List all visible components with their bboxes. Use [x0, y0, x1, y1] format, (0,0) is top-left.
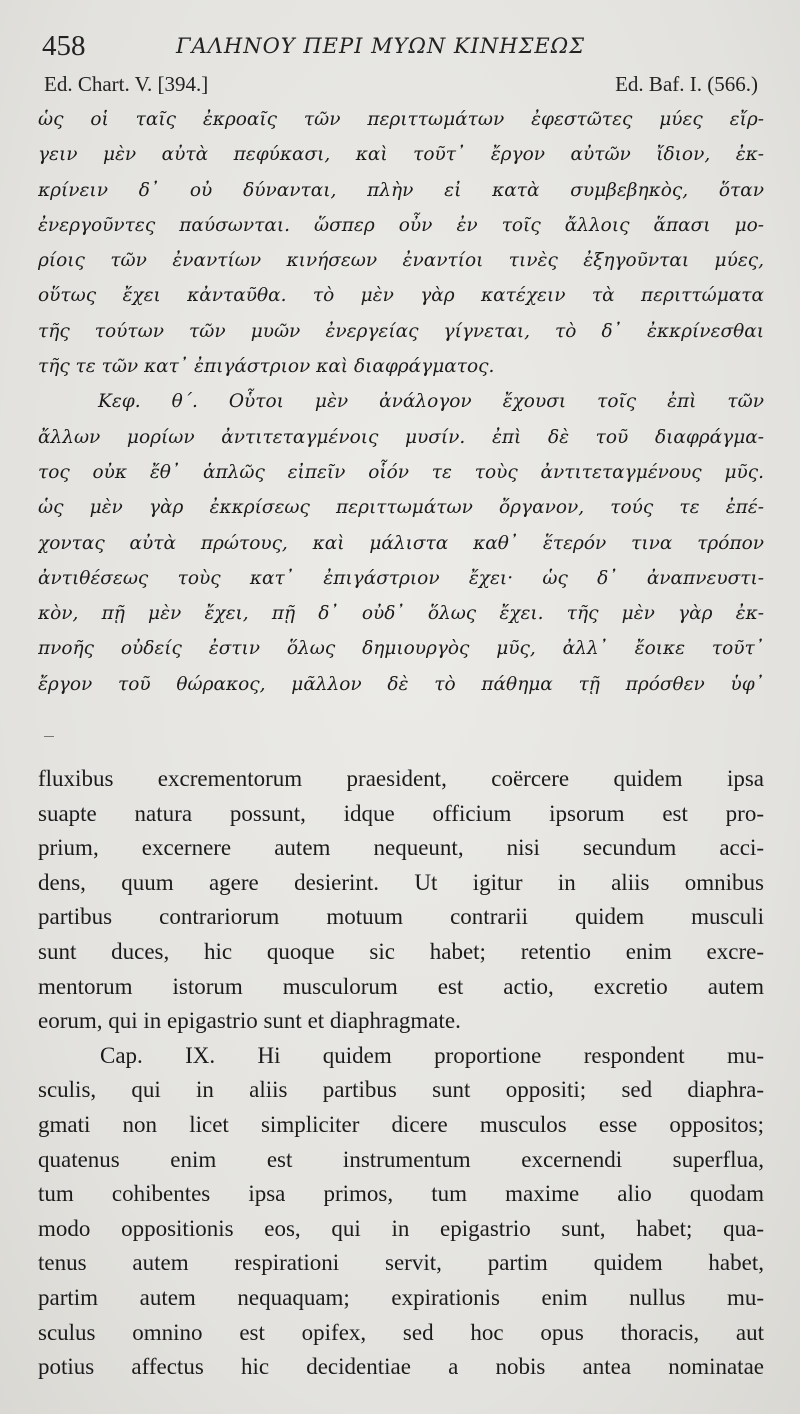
latin-chapter-heading-line: Cap. IX. Hi quidem proportione respondent mu- — [100, 1042, 764, 1068]
latin-line: tenus autem respirationi servit, partim quidem habet, — [38, 1250, 764, 1276]
page-number: 458 — [42, 30, 86, 62]
latin-line: eorum, qui in epigastrio sunt et diaphragmate. — [38, 1008, 461, 1034]
greek-line: τος οὐκ ἔθ᾽ ἁπλῶς εἰπεῖν οἷόν τε τοὺς ἀντιτεταγμένους μῦς. — [38, 461, 764, 483]
greek-line: ρίοις τῶν ἐναντίων κινήσεων ἐναντίοι τινὲς ἐξηγοῦνται μύες, — [38, 250, 764, 272]
latin-text — [38, 762, 764, 1385]
latin-line: gmati non licet simpliciter dicere musculos esse oppositos; — [38, 1111, 764, 1137]
latin-line: sculus omnino est opifex, sed hoc opus thoracis, aut — [38, 1319, 764, 1345]
greek-line: κρίνειν δ᾽ οὐ δύνανται, πλὴν εἰ κατὰ συμβεβηκὸς, ὅταν — [38, 179, 764, 201]
latin-line: sculis, qui in aliis partibus sunt oppositi; sed diaphra- — [38, 1077, 764, 1103]
latin-line: prium, excernere autem nequeunt, nisi secundum acci- — [38, 835, 764, 861]
latin-line: fluxibus excrementorum praesident, coërcere quidem ipsa — [38, 766, 764, 792]
greek-chapter-heading-line: Κεφ. θ΄. Οὗτοι μὲν ἀνάλογον ἔχουσι τοῖς ἐπὶ τῶν — [98, 391, 764, 413]
greek-line: οὕτως ἔχει κἀνταῦθα. τὸ μὲν γὰρ κατέχειν τὰ περιττώματα — [38, 285, 764, 307]
greek-line: ἀντιθέσεως τοὺς κατ᾽ ἐπιγάστριον ἔχει· ὡς δ᾽ ἀναπνευστι- — [38, 567, 764, 589]
greek-line: ἔργον τοῦ θώρακος, μᾶλλον δὲ τὸ πάθημα τῇ πρόσθεν ὑφ᾽ — [38, 673, 764, 695]
latin-line: modo oppositionis eos, qui in epigastrio sunt, habet; qua- — [38, 1215, 764, 1241]
edition-chartier: Ed. Chart. V. [394.] — [44, 72, 209, 96]
latin-line: quatenus enim est instrumentum excernendi superflua, — [38, 1146, 764, 1172]
latin-line: partim autem nequaquam; expirationis enim nullus mu- — [38, 1284, 764, 1310]
edition-basel: Ed. Baf. I. (566.) — [615, 72, 758, 96]
margin-dash — [44, 736, 54, 737]
latin-line: partibus contrariorum motuum contrarii quidem musculi — [38, 904, 764, 930]
latin-line: tum cohibentes ipsa primos, tum maxime alio quodam — [38, 1181, 764, 1207]
running-head — [38, 28, 764, 70]
latin-line: mentorum istorum musculorum est actio, excretio autem — [38, 973, 764, 999]
greek-line: ἐνεργοῦντες παύσωνται. ὥσπερ οὖν ἐν τοῖς ἄλλοις ἅπασι μο- — [38, 214, 764, 236]
latin-line: dens, quum agere desierint. Ut igitur in aliis omnibus — [38, 869, 764, 895]
greek-text — [38, 102, 764, 702]
greek-line: τῆς τε τῶν κατ᾽ ἐπιγάστριον καὶ διαφράγματος. — [38, 356, 495, 378]
column-separator — [38, 702, 764, 762]
latin-line: potius affectus hic decidentiae a nobis antea nominatae — [38, 1354, 764, 1380]
greek-line: πνοῆς οὐδείς ἐστιν ὅλως δημιουργὸς μῦς, ἀλλ᾽ ἔοικε τοῦτ᾽ — [38, 638, 764, 660]
running-title: ΓΑΛΗΝΟΥ ΠΕΡΙ ΜΥΩΝ ΚΙΝΗΣΕΩΣ — [176, 34, 586, 58]
greek-line: ὡς οἱ ταῖς ἐκροαῖς τῶν περιττωμάτων ἐφεστῶτες μύες εἴρ- — [38, 109, 764, 130]
greek-line: ὡς μὲν γὰρ ἐκκρίσεως περιττωμάτων ὄργανον, τούς τε ἐπέ- — [38, 497, 764, 519]
greek-line: ἄλλων μορίων ἀντιτεταγμένοις μυσίν. ἐπὶ δὲ τοῦ διαφράγμα- — [38, 426, 764, 448]
greek-line: γειν μὲν αὐτὰ πεφύκασι, καὶ τοῦτ᾽ ἔργον αὐτῶν ἴδιον, ἐκ- — [38, 144, 764, 166]
edition-references — [38, 70, 764, 100]
latin-line: sunt duces, hic quoque sic habet; retentio enim excre- — [38, 939, 764, 965]
greek-line: τῆς τούτων τῶν μυῶν ἐνεργείας γίγνεται, τὸ δ᾽ ἐκκρίνεσθαι — [38, 320, 764, 342]
greek-line: κὸν, πῇ μὲν ἔχει, πῇ δ᾽ οὐδ᾽ ὅλως ἔχει. τῆς μὲν γὰρ ἐκ- — [38, 603, 764, 625]
latin-line: suapte natura possunt, idque officium ipsorum est pro- — [38, 800, 764, 826]
greek-line: χοντας αὐτὰ πρώτους, καὶ μάλιστα καθ᾽ ἕτερόν τινα τρόπον — [38, 532, 764, 554]
